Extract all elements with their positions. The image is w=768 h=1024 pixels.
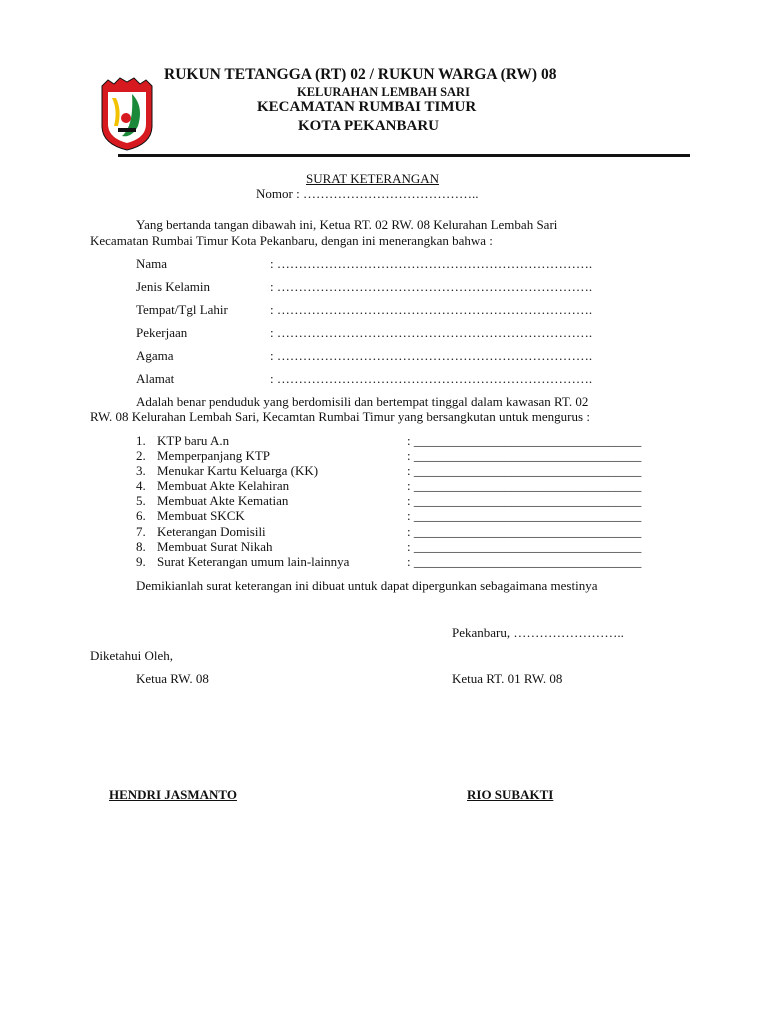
list-item: Membuat Akte Kelahiran xyxy=(157,478,290,493)
list-item: Memperpanjang KTP xyxy=(157,448,271,463)
known-by-label: Diketahui Oleh, xyxy=(90,648,174,663)
list-item-number: 4. xyxy=(136,478,146,493)
list-item-number: 7. xyxy=(136,524,146,539)
field-label: Tempat/Tgl Lahir xyxy=(136,302,228,317)
header-line-rt-rw: RUKUN TETANGGA (RT) 02 / RUKUN WARGA (RW) 08 xyxy=(164,66,557,83)
statement-line-2: RW. 08 Kelurahan Lembah Sari, Kecamtan Rumbai Timur yang bersangkutan untuk mengurus : xyxy=(90,409,590,424)
closing-statement: Demikianlah surat keterangan ini dibuat untuk dapat dipergunkan sebagaimana mestinya xyxy=(136,578,598,593)
place-and-date: Pekanbaru, …………………….. xyxy=(452,625,624,640)
intro-line-2: Kecamatan Rumbai Timur Kota Pekanbaru, dengan ini menerangkan bahwa : xyxy=(90,233,493,248)
header-divider xyxy=(118,154,690,157)
list-item-line: : ___________________________________ xyxy=(407,508,642,523)
list-item-number: 1. xyxy=(136,433,146,448)
field-label: Pekerjaan xyxy=(136,325,188,340)
list-item-line: : ___________________________________ xyxy=(407,539,642,554)
list-item-line: : ___________________________________ xyxy=(407,554,642,569)
city-emblem-logo-icon xyxy=(98,76,156,152)
list-item-number: 8. xyxy=(136,539,146,554)
list-item-number: 3. xyxy=(136,463,146,478)
document-number: Nomor : ………………………………….. xyxy=(256,186,479,201)
list-item-number: 9. xyxy=(136,554,146,569)
signer-left-name: HENDRI JASMANTO xyxy=(109,787,237,802)
header-line-kelurahan: KELURAHAN LEMBAH SARI xyxy=(297,85,470,99)
list-item: Membuat Akte Kematian xyxy=(157,493,289,508)
signer-right-name: RIO SUBAKTI xyxy=(467,787,554,802)
signer-right-role: Ketua RT. 01 RW. 08 xyxy=(452,671,563,686)
list-item-line: : ___________________________________ xyxy=(407,478,642,493)
field-value-line: : ………………………………………………………………. xyxy=(270,325,593,340)
field-value-line: : ………………………………………………………………. xyxy=(270,256,593,271)
list-item: Surat Keterangan umum lain-lainnya xyxy=(157,554,350,569)
field-label: Jenis Kelamin xyxy=(136,279,211,294)
list-item-line: : ___________________________________ xyxy=(407,524,642,539)
statement-line-1: Adalah benar penduduk yang berdomisili dan bertempat tinggal dalam kawasan RT. 02 xyxy=(136,394,589,409)
list-item: Membuat SKCK xyxy=(157,508,245,523)
list-item: Membuat Surat Nikah xyxy=(157,539,273,554)
field-value-line: : ………………………………………………………………. xyxy=(270,348,593,363)
field-label: Nama xyxy=(136,256,168,271)
list-item-number: 2. xyxy=(136,448,146,463)
list-item: Keterangan Domisili xyxy=(157,524,266,539)
list-item-line: : ___________________________________ xyxy=(407,448,642,463)
field-value-line: : ………………………………………………………………. xyxy=(270,371,593,386)
document-title: SURAT KETERANGAN xyxy=(306,171,440,186)
intro-line-1: Yang bertanda tangan dibawah ini, Ketua RT. 02 RW. 08 Kelurahan Lembah Sari xyxy=(136,217,558,232)
field-label: Alamat xyxy=(136,371,175,386)
list-item-line: : ___________________________________ xyxy=(407,493,642,508)
header-line-kecamatan: KECAMATAN RUMBAI TIMUR xyxy=(257,99,477,115)
list-item-number: 6. xyxy=(136,508,146,523)
header-line-kota: KOTA PEKANBARU xyxy=(298,118,439,134)
list-item: KTP baru A.n xyxy=(157,433,230,448)
list-item: Menukar Kartu Keluarga (KK) xyxy=(157,463,319,478)
field-value-line: : ………………………………………………………………. xyxy=(270,279,593,294)
list-item-number: 5. xyxy=(136,493,146,508)
field-label: Agama xyxy=(136,348,174,363)
signer-left-role: Ketua RW. 08 xyxy=(136,671,209,686)
list-item-line: : ___________________________________ xyxy=(407,463,642,478)
list-item-line: : ___________________________________ xyxy=(407,433,642,448)
field-value-line: : ………………………………………………………………. xyxy=(270,302,593,317)
